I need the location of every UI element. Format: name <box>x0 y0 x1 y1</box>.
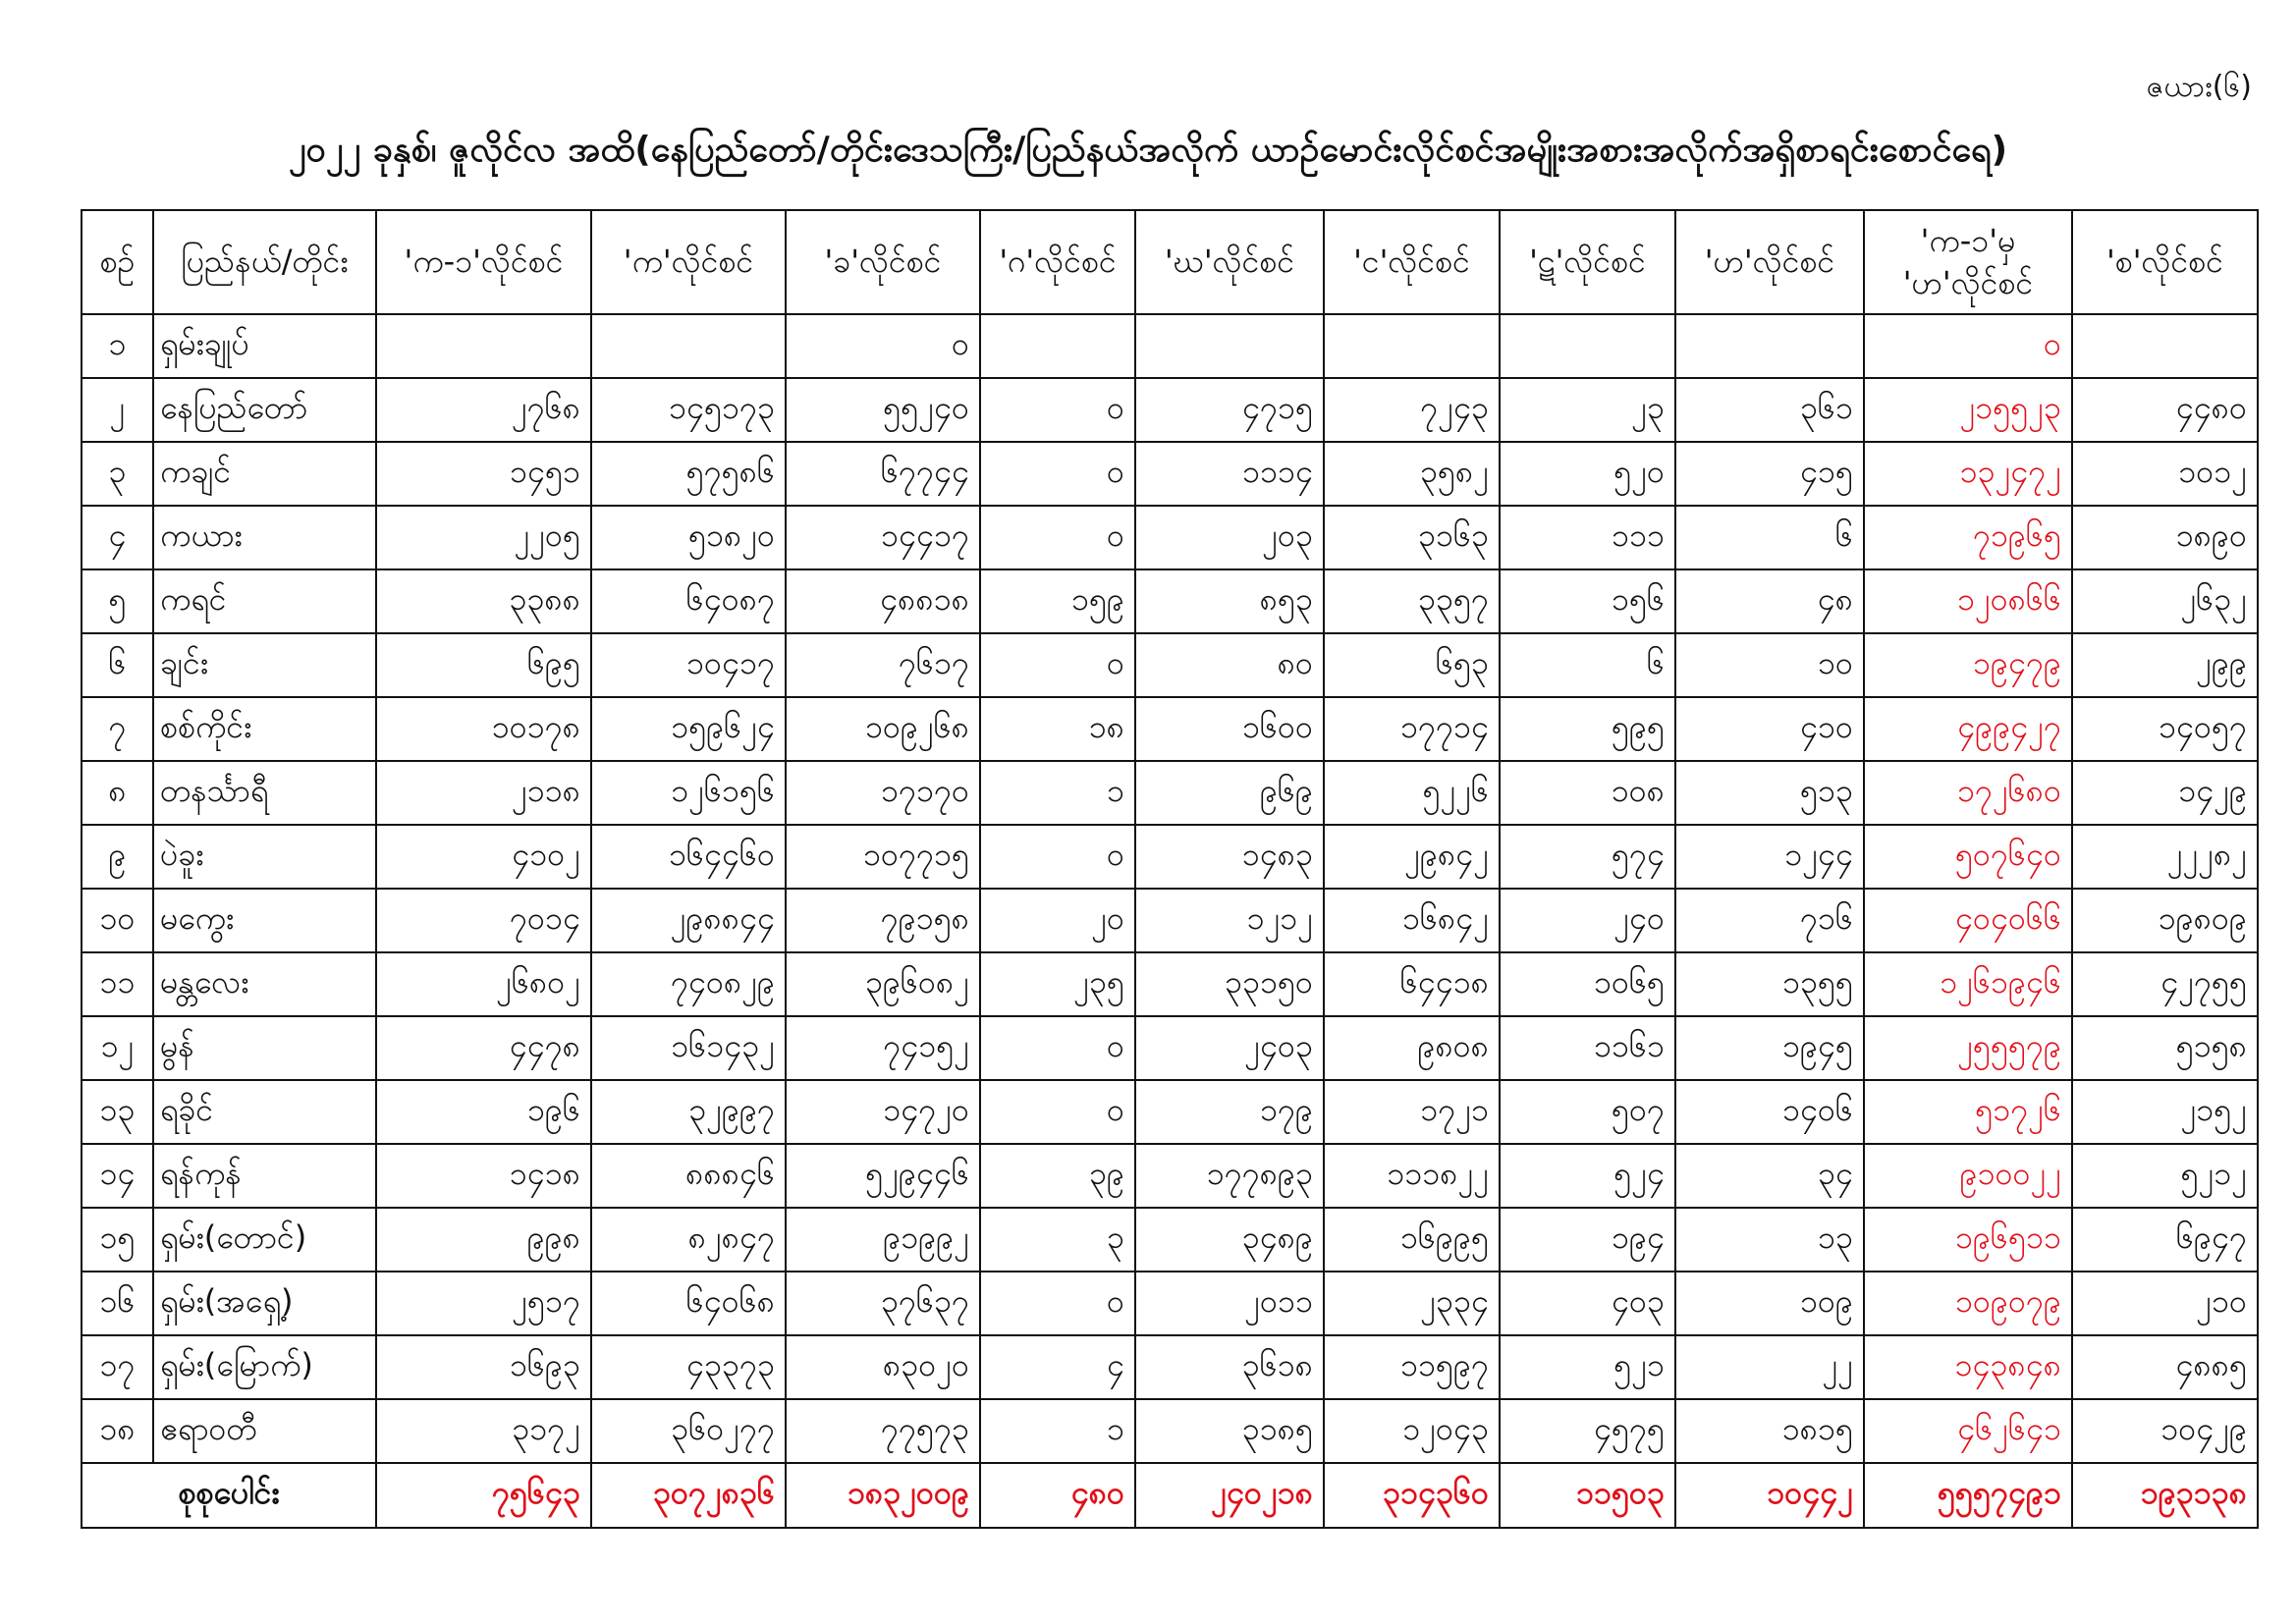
cell-s: ၂၁၅၂ <box>2072 1080 2258 1144</box>
cell-s <box>2072 314 2258 378</box>
cell-no: ၄ <box>82 506 153 569</box>
cell-region: ရှမ်း(မြောက်) <box>153 1335 376 1399</box>
cell-g: ၁ <box>980 761 1135 825</box>
cell-g: ၂၀ <box>980 889 1135 952</box>
cell-g: ၀ <box>980 1272 1135 1335</box>
total-row <box>82 1463 2258 1528</box>
cell-s: ၁၄၂၉ <box>2072 761 2258 825</box>
cell-no: ၃ <box>82 442 153 506</box>
cell-k: ၁၀၄၁၇ <box>591 633 786 697</box>
cell-kh: ၉၁၉၉၂ <box>786 1208 980 1272</box>
cell-region: ရှမ်း(တောင်) <box>153 1208 376 1272</box>
header-cell-k: 'က'လိုင်စင် <box>591 210 786 314</box>
cell-k: ၆၄၀၈၇ <box>591 569 786 633</box>
cell-k1: ၂၅၁၇ <box>376 1272 591 1335</box>
total-sum: ၅၅၅၇၄၉၁ <box>1864 1463 2072 1528</box>
cell-kh: ၈၃၀၂၀ <box>786 1335 980 1399</box>
total-kh: ၁၈၃၂၀၀၉ <box>786 1463 980 1528</box>
table-row <box>82 1208 2258 1272</box>
cell-region: ချင်း <box>153 633 376 697</box>
cell-gh: ၈၀ <box>1135 633 1324 697</box>
cell-gh: ၂၄၀၃ <box>1135 1016 1324 1080</box>
cell-ng: ၁၁၅၉၇ <box>1324 1335 1500 1399</box>
cell-h: ၁၄၀၆ <box>1675 1080 1864 1144</box>
cell-sum: ၇၁၉၆၅ <box>1864 506 2072 569</box>
cell-g <box>980 314 1135 378</box>
cell-kh: ၇၄၁၅၂ <box>786 1016 980 1080</box>
cell-region: ရှမ်း(အရှေ့) <box>153 1272 376 1335</box>
cell-k: ၁၆၄၄၆၀ <box>591 825 786 889</box>
cell-k: ၂၉၈၈၄၄ <box>591 889 786 952</box>
cell-g: ၂၃၅ <box>980 952 1135 1016</box>
cell-h <box>1675 314 1864 378</box>
cell-region: မန္တလေး <box>153 952 376 1016</box>
table-row <box>82 506 2258 569</box>
cell-ng: ၁၆၈၄၂ <box>1324 889 1500 952</box>
table-row <box>82 1144 2258 1208</box>
cell-kh: ၃၇၆၃၇ <box>786 1272 980 1335</box>
cell-no: ၁၃ <box>82 1080 153 1144</box>
cell-region: ဧရာဝတီ <box>153 1399 376 1463</box>
table-row <box>82 952 2258 1016</box>
cell-k: ၁၆၁၄၃၂ <box>591 1016 786 1080</box>
header-cell-region: ပြည်နယ်/တိုင်း <box>153 210 376 314</box>
cell-k1: ၄၄၇၈ <box>376 1016 591 1080</box>
cell-h: ၄၁၀ <box>1675 697 1864 761</box>
cell-region: တနင်္သာရီ <box>153 761 376 825</box>
cell-s: ၅၂၁၂ <box>2072 1144 2258 1208</box>
cell-g: ၀ <box>980 506 1135 569</box>
cell-k1: ၂၇၆၈ <box>376 378 591 442</box>
cell-ng <box>1324 314 1500 378</box>
cell-sum: ၁၉၄၇၉ <box>1864 633 2072 697</box>
total-h: ၁၀၄၄၂ <box>1675 1463 1864 1528</box>
cell-g: ၁၈ <box>980 697 1135 761</box>
table-body <box>82 314 2258 1463</box>
cell-kh: ၁၀၉၂၆၈ <box>786 697 980 761</box>
cell-h: ၇၁၆ <box>1675 889 1864 952</box>
cell-gh: ၄၇၁၅ <box>1135 378 1324 442</box>
cell-s: ၂၆၃၂ <box>2072 569 2258 633</box>
cell-ng: ၃၁၆၃ <box>1324 506 1500 569</box>
header-cell-tt: 'ဋ'လိုင်စင် <box>1500 210 1675 314</box>
cell-region: နေပြည်တော် <box>153 378 376 442</box>
annex-label: ဇယား(၆) <box>2146 70 2252 104</box>
table-row <box>82 1335 2258 1399</box>
cell-gh: ၃၄၈၉ <box>1135 1208 1324 1272</box>
cell-kh: ၇၆၁၇ <box>786 633 980 697</box>
cell-kh: ၁၇၁၇၀ <box>786 761 980 825</box>
cell-h: ၁၂၄၄ <box>1675 825 1864 889</box>
cell-k: ၈၂၈၄၇ <box>591 1208 786 1272</box>
cell-sum: ၅၀၇၆၄၀ <box>1864 825 2072 889</box>
cell-no: ၉ <box>82 825 153 889</box>
table-row <box>82 761 2258 825</box>
table-row <box>82 889 2258 952</box>
cell-tt: ၅၇၄ <box>1500 825 1675 889</box>
cell-k: ၁၄၅၁၇၃ <box>591 378 786 442</box>
cell-no: ၅ <box>82 569 153 633</box>
cell-k1: ၁၉၆ <box>376 1080 591 1144</box>
cell-sum: ၄၀၄၀၆၆ <box>1864 889 2072 952</box>
cell-g: ၀ <box>980 633 1135 697</box>
cell-gh: ၁၇၉ <box>1135 1080 1324 1144</box>
cell-no: ၁၆ <box>82 1272 153 1335</box>
cell-k: ၄၃၃၇၃ <box>591 1335 786 1399</box>
cell-g: ၀ <box>980 378 1135 442</box>
header-cell-sum: 'က-၁'မှ 'ဟ'လိုင်စင် <box>1864 210 2072 314</box>
cell-ng: ၂၉၈၄၂ <box>1324 825 1500 889</box>
cell-s: ၄၈၈၅ <box>2072 1335 2258 1399</box>
cell-s: ၂၉၉ <box>2072 633 2258 697</box>
table-row <box>82 569 2258 633</box>
cell-gh <box>1135 314 1324 378</box>
cell-ng: ၁၇၇၁၄ <box>1324 697 1500 761</box>
cell-tt: ၁၀၆၅ <box>1500 952 1675 1016</box>
cell-sum: ၅၁၇၂၆ <box>1864 1080 2072 1144</box>
cell-k1: ၂၂၀၅ <box>376 506 591 569</box>
cell-g: ၃၉ <box>980 1144 1135 1208</box>
cell-g: ၀ <box>980 1080 1135 1144</box>
cell-k1: ၁၄၅၁ <box>376 442 591 506</box>
cell-region: မွန် <box>153 1016 376 1080</box>
cell-tt: ၆ <box>1500 633 1675 697</box>
cell-k: ၁၅၉၆၂၄ <box>591 697 786 761</box>
cell-no: ၁ <box>82 314 153 378</box>
cell-k <box>591 314 786 378</box>
cell-kh: ၆၇၇၄၄ <box>786 442 980 506</box>
cell-kh: ၁၄၇၂၀ <box>786 1080 980 1144</box>
header-cell-gh: 'ဃ'လိုင်စင် <box>1135 210 1324 314</box>
cell-sum: ၄၉၉၄၂၇ <box>1864 697 2072 761</box>
table-row <box>82 1272 2258 1335</box>
cell-tt: ၁၁၆၁ <box>1500 1016 1675 1080</box>
header-cell-g: 'ဂ'လိုင်စင် <box>980 210 1135 314</box>
header-row <box>82 210 2258 314</box>
cell-k1: ၇၀၁၄ <box>376 889 591 952</box>
table-row <box>82 442 2258 506</box>
cell-ng: ၇၂၄၃ <box>1324 378 1500 442</box>
cell-k: ၅၁၈၂၀ <box>591 506 786 569</box>
cell-k1: ၉၉၈ <box>376 1208 591 1272</box>
cell-no: ၁၄ <box>82 1144 153 1208</box>
cell-k: ၃၆၀၂၇၇ <box>591 1399 786 1463</box>
cell-no: ၁၈ <box>82 1399 153 1463</box>
header-cell-s: 'စ'လိုင်စင် <box>2072 210 2258 314</box>
cell-ng: ၃၃၅၇ <box>1324 569 1500 633</box>
header-cell-kh: 'ခ'လိုင်စင် <box>786 210 980 314</box>
table-row <box>82 1399 2258 1463</box>
cell-s: ၁၀၁၂ <box>2072 442 2258 506</box>
cell-h: ၃၆၁ <box>1675 378 1864 442</box>
cell-region: ရန်ကုန် <box>153 1144 376 1208</box>
table-row <box>82 633 2258 697</box>
cell-no: ၁၀ <box>82 889 153 952</box>
cell-no: ၂ <box>82 378 153 442</box>
cell-sum: ၁၀၉၀၇၉ <box>1864 1272 2072 1335</box>
cell-sum: ၁၄၃၈၄၈ <box>1864 1335 2072 1399</box>
table-row <box>82 378 2258 442</box>
cell-ng: ၁၂၀၄၃ <box>1324 1399 1500 1463</box>
cell-g: ၀ <box>980 442 1135 506</box>
cell-gh: ၁၂၁၂ <box>1135 889 1324 952</box>
cell-tt: ၄၀၃ <box>1500 1272 1675 1335</box>
cell-kh: ၅၅၂၄၀ <box>786 378 980 442</box>
cell-region: ကချင် <box>153 442 376 506</box>
cell-k1 <box>376 314 591 378</box>
cell-g: ၀ <box>980 825 1135 889</box>
cell-region: ရှမ်းချုပ် <box>153 314 376 378</box>
cell-k1: ၂၆၈၀၂ <box>376 952 591 1016</box>
cell-ng: ၆၅၃ <box>1324 633 1500 697</box>
cell-s: ၁၉၈၀၉ <box>2072 889 2258 952</box>
license-table <box>81 209 2259 1529</box>
cell-k1: ၃၃၈၈ <box>376 569 591 633</box>
cell-sum: ၀ <box>1864 314 2072 378</box>
cell-region: ကရင် <box>153 569 376 633</box>
total-g: ၄၈၀ <box>980 1463 1135 1528</box>
cell-k1: ၃၁၇၂ <box>376 1399 591 1463</box>
cell-sum: ၂၅၅၅၇၉ <box>1864 1016 2072 1080</box>
cell-gh: ၃၃၁၅၀ <box>1135 952 1324 1016</box>
cell-s: ၁၀၄၂၉ <box>2072 1399 2258 1463</box>
cell-h: ၁၈၁၅ <box>1675 1399 1864 1463</box>
cell-no: ၇ <box>82 697 153 761</box>
cell-ng: ၉၈၀၈ <box>1324 1016 1500 1080</box>
cell-gh: ၁၆၀၀ <box>1135 697 1324 761</box>
cell-gh: ၁၄၈၃ <box>1135 825 1324 889</box>
cell-kh: ၅၂၉၄၄၆ <box>786 1144 980 1208</box>
cell-h: ၆ <box>1675 506 1864 569</box>
cell-no: ၈ <box>82 761 153 825</box>
cell-tt: ၄၅၇၅ <box>1500 1399 1675 1463</box>
cell-tt: ၂၃ <box>1500 378 1675 442</box>
cell-sum: ၁၃၂၄၇၂ <box>1864 442 2072 506</box>
total-gh: ၂၄၀၂၁၈ <box>1135 1463 1324 1528</box>
cell-k1: ၂၁၁၈ <box>376 761 591 825</box>
cell-no: ၁၅ <box>82 1208 153 1272</box>
cell-region: မကွေး <box>153 889 376 952</box>
cell-gh: ၃၁၈၅ <box>1135 1399 1324 1463</box>
header-cell-no: စဉ် <box>82 210 153 314</box>
cell-k: ၃၂၉၉၇ <box>591 1080 786 1144</box>
total-k: ၃၀၇၂၈၃၆ <box>591 1463 786 1528</box>
cell-kh: ၀ <box>786 314 980 378</box>
cell-sum: ၁၇၂၆၈၀ <box>1864 761 2072 825</box>
cell-no: ၁၇ <box>82 1335 153 1399</box>
table-row <box>82 314 2258 378</box>
cell-gh: ၁၁၁၄ <box>1135 442 1324 506</box>
cell-no: ၁၂ <box>82 1016 153 1080</box>
cell-k1: ၁၄၁၈ <box>376 1144 591 1208</box>
page-title: ၂၀၂၂ ခုနှစ်၊ ဇူလိုင်လ အထိ(နေပြည်တော်/တိုင်းဒေသကြီး/ပြည်နယ်အလိုက် ယာဉ်မောင်းလိုင်စင်အမျိုးအစားအလိုက်အရှိစာရင်းစောင်ရေ) <box>288 130 2008 170</box>
cell-ng: ၁၇၂၁ <box>1324 1080 1500 1144</box>
cell-kh: ၇၉၁၅၈ <box>786 889 980 952</box>
cell-kh: ၁၄၄၁၇ <box>786 506 980 569</box>
cell-region: ကယား <box>153 506 376 569</box>
cell-region: ရခိုင် <box>153 1080 376 1144</box>
cell-sum: ၁၂၆၁၉၄၆ <box>1864 952 2072 1016</box>
cell-g: ၃ <box>980 1208 1135 1272</box>
cell-sum: ၁၂၀၈၆၆ <box>1864 569 2072 633</box>
total-ng: ၃၁၄၃၆၀ <box>1324 1463 1500 1528</box>
cell-h: ၅၁၃ <box>1675 761 1864 825</box>
cell-h: ၁၀၉ <box>1675 1272 1864 1335</box>
cell-h: ၃၄ <box>1675 1144 1864 1208</box>
cell-k1: ၁၀၁၇၈ <box>376 697 591 761</box>
cell-gh: ၈၅၃ <box>1135 569 1324 633</box>
cell-k: ၅၇၅၈၆ <box>591 442 786 506</box>
cell-h: ၁၉၄၅ <box>1675 1016 1864 1080</box>
header-cell-h: 'ဟ'လိုင်စင် <box>1675 210 1864 314</box>
cell-s: ၄၄၈၀ <box>2072 378 2258 442</box>
cell-k: ၈၈၈၄၆ <box>591 1144 786 1208</box>
total-s: ၁၉၃၁၃၈ <box>2072 1463 2258 1528</box>
cell-k1: ၆၉၅ <box>376 633 591 697</box>
cell-ng: ၅၂၂၆ <box>1324 761 1500 825</box>
cell-tt: ၁၉၄ <box>1500 1208 1675 1272</box>
cell-gh: ၉၆၉ <box>1135 761 1324 825</box>
cell-tt: ၅၂၀ <box>1500 442 1675 506</box>
cell-tt: ၁၁၁ <box>1500 506 1675 569</box>
cell-tt: ၅၀၇ <box>1500 1080 1675 1144</box>
total-k1: ၇၅၆၄၃ <box>376 1463 591 1528</box>
cell-s: ၄၂၇၅၅ <box>2072 952 2258 1016</box>
table-row <box>82 1016 2258 1080</box>
cell-ng: ၁၁၁၈၂၂ <box>1324 1144 1500 1208</box>
cell-ng: ၃၅၈၂ <box>1324 442 1500 506</box>
cell-tt <box>1500 314 1675 378</box>
cell-sum: ၉၁၀၀၂၂ <box>1864 1144 2072 1208</box>
cell-sum: ၂၁၅၅၂၃ <box>1864 378 2072 442</box>
cell-gh: ၁၇၇၈၉၃ <box>1135 1144 1324 1208</box>
cell-gh: ၂၀၃ <box>1135 506 1324 569</box>
cell-ng: ၂၃၃၄ <box>1324 1272 1500 1335</box>
header-cell-k1: 'က-၁'လိုင်စင် <box>376 210 591 314</box>
table-row <box>82 825 2258 889</box>
cell-tt: ၅၂၁ <box>1500 1335 1675 1399</box>
cell-gh: ၃၆၁၈ <box>1135 1335 1324 1399</box>
cell-h: ၄၁၅ <box>1675 442 1864 506</box>
cell-k: ၆၄၀၆၈ <box>591 1272 786 1335</box>
table-row <box>82 697 2258 761</box>
table-row <box>82 1080 2258 1144</box>
cell-h: ၁၀ <box>1675 633 1864 697</box>
cell-kh: ၇၇၅၇၃ <box>786 1399 980 1463</box>
cell-tt: ၂၄၀ <box>1500 889 1675 952</box>
cell-ng: ၆၄၄၁၈ <box>1324 952 1500 1016</box>
cell-s: ၂၁၀ <box>2072 1272 2258 1335</box>
cell-sum: ၄၆၂၆၄၁ <box>1864 1399 2072 1463</box>
cell-k: ၁၂၆၁၅၆ <box>591 761 786 825</box>
cell-g: ၄ <box>980 1335 1135 1399</box>
cell-no: ၁၁ <box>82 952 153 1016</box>
header-cell-ng: 'င'လိုင်စင် <box>1324 210 1500 314</box>
total-label: စုစုပေါင်း <box>82 1463 376 1528</box>
cell-s: ၁၄၀၅၇ <box>2072 697 2258 761</box>
cell-s: ၆၉၄၇ <box>2072 1208 2258 1272</box>
cell-s: ၂၂၂၈၂ <box>2072 825 2258 889</box>
cell-kh: ၁၀၇၇၁၅ <box>786 825 980 889</box>
total-tt: ၁၁၅၀၃ <box>1500 1463 1675 1528</box>
cell-h: ၂၂ <box>1675 1335 1864 1399</box>
cell-s: ၅၁၅၈ <box>2072 1016 2258 1080</box>
cell-ng: ၁၆၉၉၅ <box>1324 1208 1500 1272</box>
cell-tt: ၅၉၅ <box>1500 697 1675 761</box>
cell-kh: ၃၉၆၀၈၂ <box>786 952 980 1016</box>
cell-h: ၄၈ <box>1675 569 1864 633</box>
cell-region: ပဲခူး <box>153 825 376 889</box>
cell-h: ၁၃၅၅ <box>1675 952 1864 1016</box>
cell-g: ၀ <box>980 1016 1135 1080</box>
cell-tt: ၅၂၄ <box>1500 1144 1675 1208</box>
cell-gh: ၂၀၁၁ <box>1135 1272 1324 1335</box>
cell-g: ၁၅၉ <box>980 569 1135 633</box>
cell-k: ၇၄၀၈၂၉ <box>591 952 786 1016</box>
cell-k1: ၄၁၀၂ <box>376 825 591 889</box>
cell-tt: ၁၀၈ <box>1500 761 1675 825</box>
cell-tt: ၁၅၆ <box>1500 569 1675 633</box>
cell-g: ၁ <box>980 1399 1135 1463</box>
cell-no: ၆ <box>82 633 153 697</box>
cell-kh: ၄၈၈၁၈ <box>786 569 980 633</box>
cell-s: ၁၈၉၀ <box>2072 506 2258 569</box>
cell-region: စစ်ကိုင်း <box>153 697 376 761</box>
cell-k1: ၁၆၉၃ <box>376 1335 591 1399</box>
cell-h: ၁၃ <box>1675 1208 1864 1272</box>
cell-sum: ၁၉၆၅၁၁ <box>1864 1208 2072 1272</box>
